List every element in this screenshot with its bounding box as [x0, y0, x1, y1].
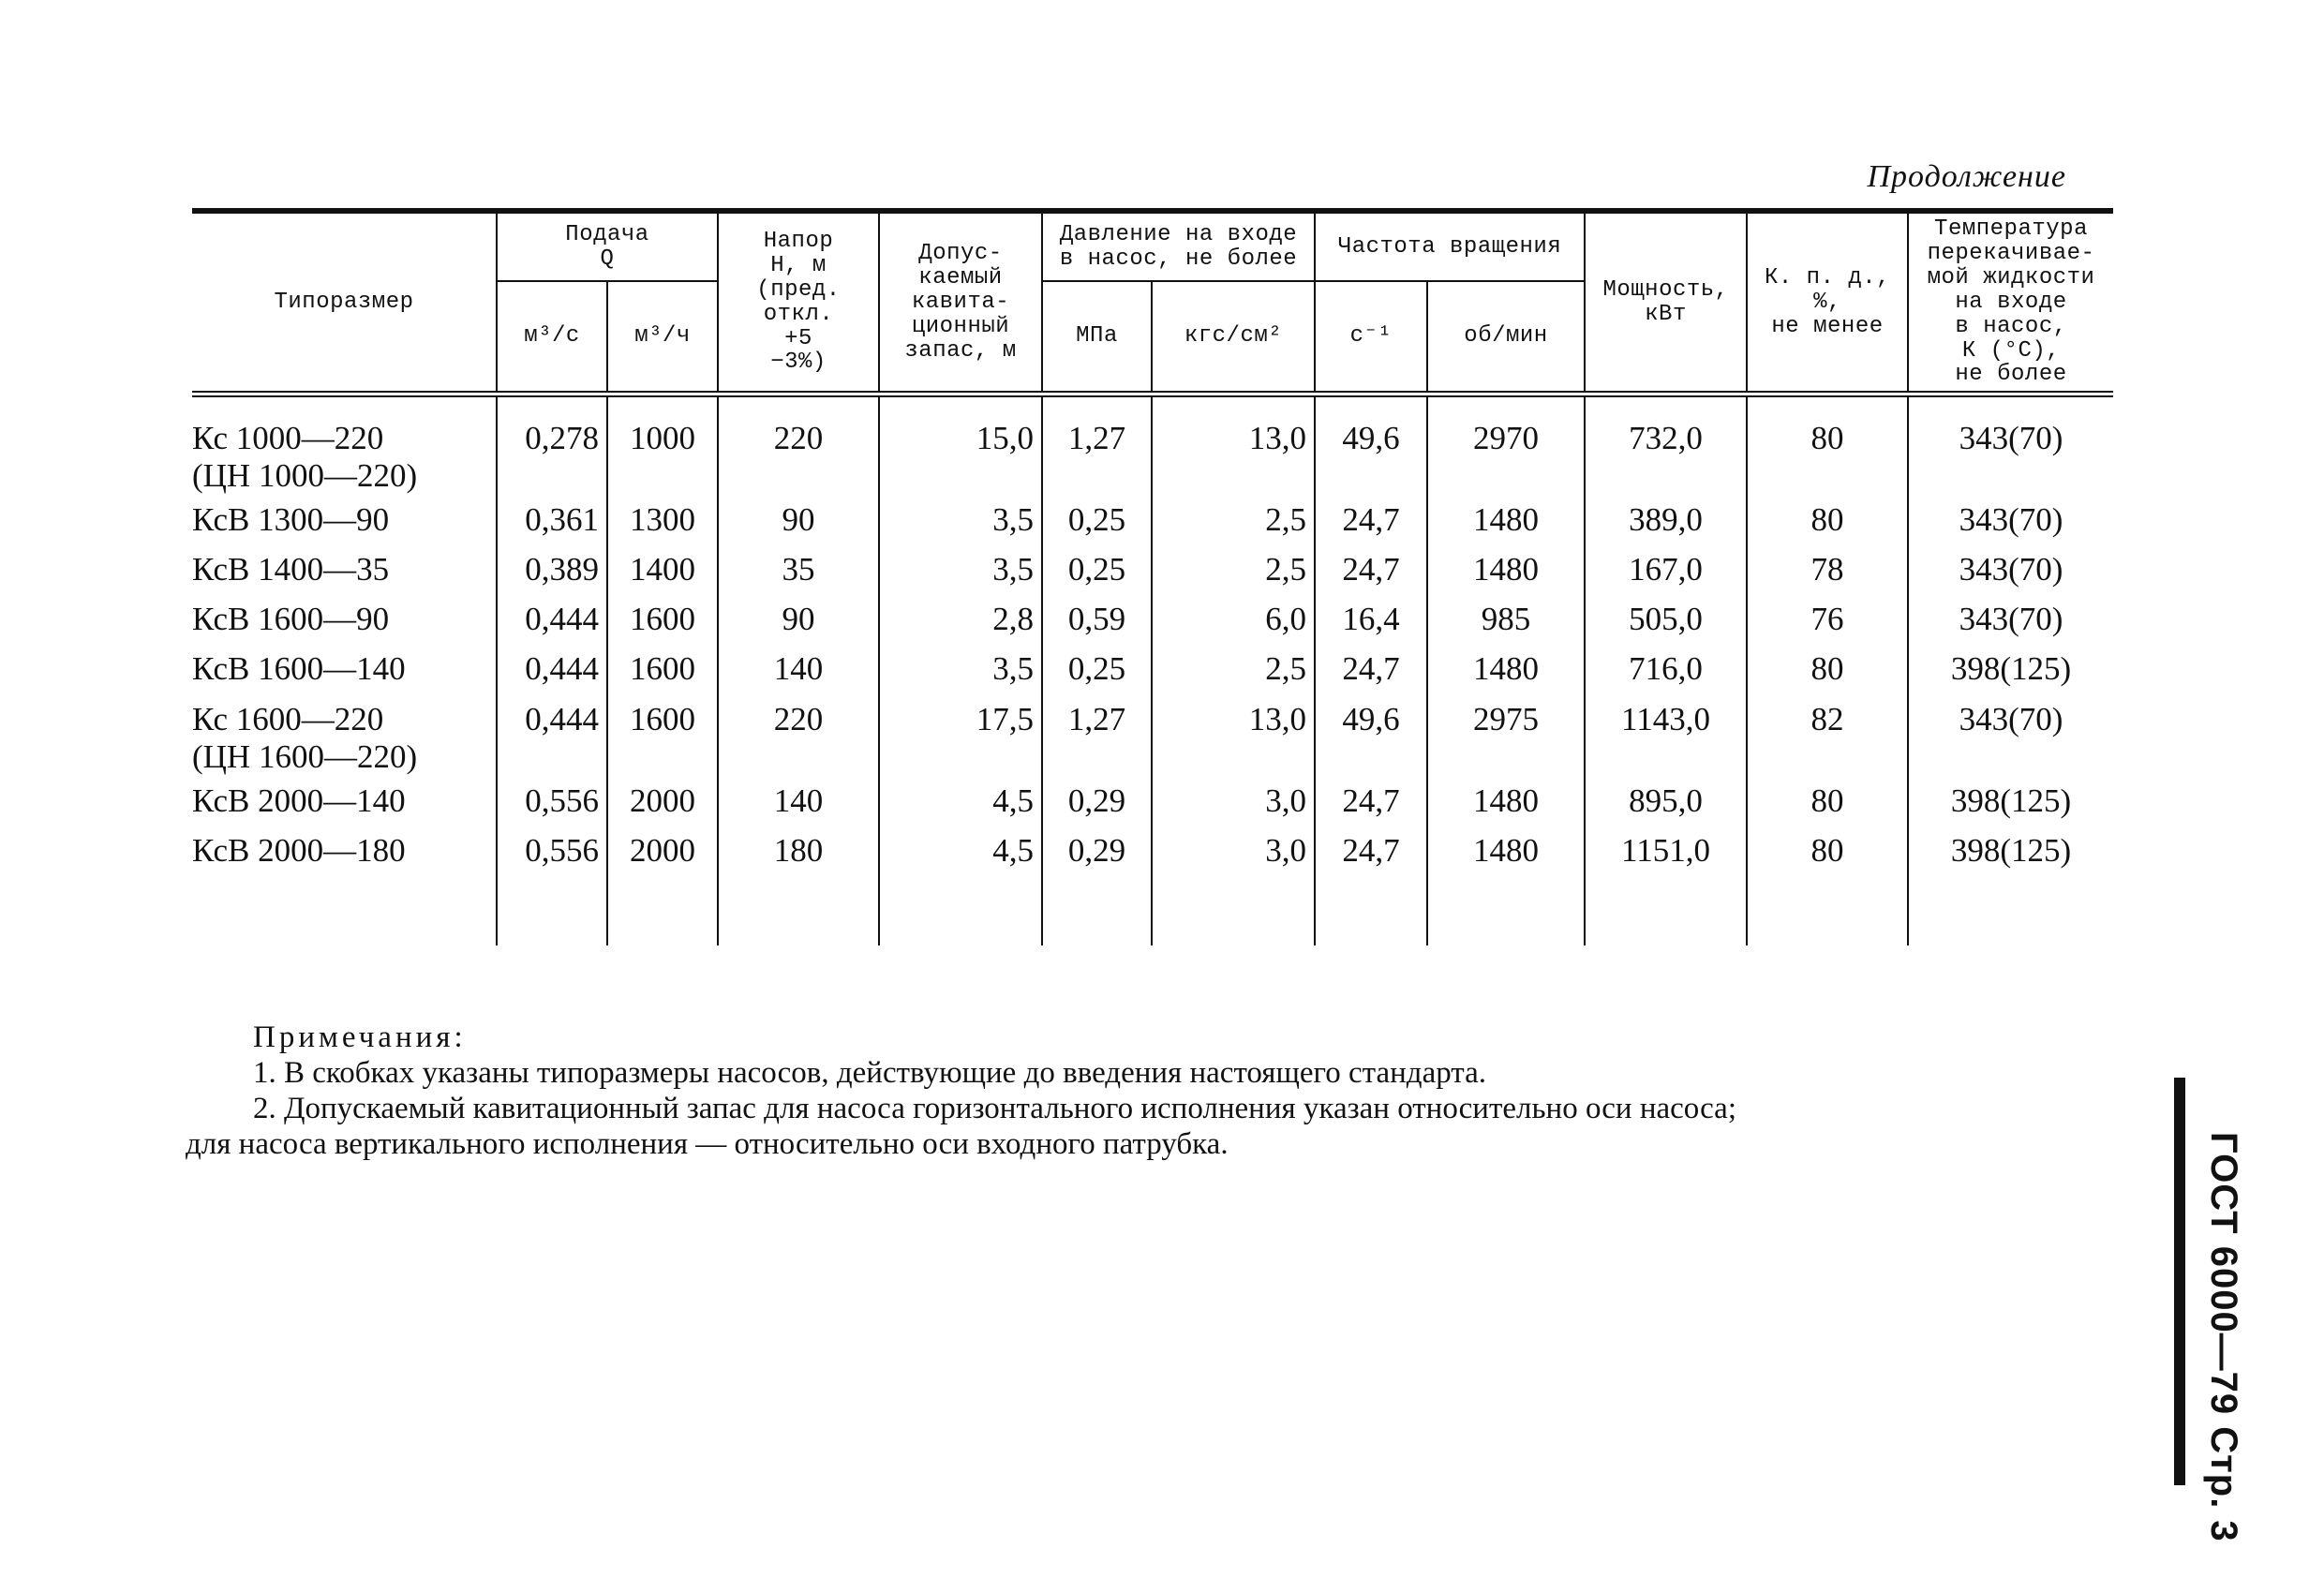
cell-s: 24,7 [1315, 544, 1427, 594]
cell-rpm: 1480 [1427, 826, 1585, 875]
cell-mpa: 0,25 [1042, 544, 1152, 594]
cell-power: 895,0 [1585, 776, 1747, 826]
cell-q-s: 0,444 [497, 644, 607, 693]
cell-npsh: 17,5 [879, 693, 1042, 776]
cell-type: КсВ 1400—35 [192, 551, 390, 588]
cell-power: 505,0 [1585, 594, 1747, 644]
pump-parameters-table [192, 208, 2113, 945]
header-pressure-kgf: кгс/см² [1152, 281, 1315, 395]
header-head: Напор H, м (пред. откл. +5 −3%) [718, 211, 879, 395]
note-1: 1. В скобках указаны типоразмеры насосов, действующие до введения настоящего стандарта. [253, 1056, 1487, 1090]
cell-head: 90 [718, 594, 879, 644]
cell-type: КсВ 2000—140 [192, 782, 406, 820]
table-row [192, 693, 2113, 776]
cell-s: 49,6 [1315, 395, 1427, 496]
cell-eff: 80 [1747, 395, 1908, 496]
table-row [192, 594, 2113, 644]
cell-head: 140 [718, 776, 879, 826]
table-row [192, 544, 2113, 594]
note-2a: 2. Допускаемый кавитационный запас для насоса горизонтального исполнения указан относительно оси насоса; [253, 1092, 1736, 1125]
cell-temp: 398(125) [1908, 776, 2113, 826]
cell-s: 24,7 [1315, 776, 1427, 826]
cell-rpm: 985 [1427, 594, 1585, 644]
cell-kgf: 2,5 [1152, 544, 1315, 594]
header-speed-rpm: об/мин [1427, 281, 1585, 395]
cell-kgf: 13,0 [1152, 693, 1315, 776]
cell-npsh: 3,5 [879, 644, 1042, 693]
cell-power: 716,0 [1585, 644, 1747, 693]
cell-s: 24,7 [1315, 644, 1427, 693]
cell-power: 1143,0 [1585, 693, 1747, 776]
header-pressure-mpa: МПа [1042, 281, 1152, 395]
cell-temp: 343(70) [1908, 395, 2113, 496]
cell-npsh: 4,5 [879, 776, 1042, 826]
header-npsh: Допус- каемый кавита- ционный запас, м [879, 211, 1042, 395]
cell-eff: 80 [1747, 495, 1908, 544]
cell-rpm: 1480 [1427, 776, 1585, 826]
header-flow: Подача Q [497, 211, 718, 281]
cell-mpa: 0,29 [1042, 776, 1152, 826]
cell-head: 35 [718, 544, 879, 594]
cell-q-s: 0,389 [497, 544, 607, 594]
header-efficiency: К. п. д., %, не менее [1747, 211, 1908, 395]
cell-q-h: 2000 [607, 826, 718, 875]
cell-kgf: 2,5 [1152, 495, 1315, 544]
table-row [192, 495, 2113, 544]
cell-kgf: 2,5 [1152, 644, 1315, 693]
gost-page-label: ГОСТ 6000—79 Стр. 3 [2203, 1132, 2244, 1542]
continuation-label: Продолжение [1867, 159, 2066, 194]
cell-s: 24,7 [1315, 826, 1427, 875]
header-type: Типоразмер [192, 211, 497, 395]
cell-q-s: 0,444 [497, 693, 607, 776]
cell-npsh: 3,5 [879, 495, 1042, 544]
cell-mpa: 0,29 [1042, 826, 1152, 875]
cell-npsh: 4,5 [879, 826, 1042, 875]
cell-power: 389,0 [1585, 495, 1747, 544]
cell-q-s: 0,556 [497, 776, 607, 826]
cell-kgf: 13,0 [1152, 395, 1315, 496]
cell-mpa: 0,25 [1042, 644, 1152, 693]
cell-npsh: 3,5 [879, 544, 1042, 594]
cell-head: 140 [718, 644, 879, 693]
note-2b: для насоса вертикального исполнения — относительно оси входного патрубка. [186, 1127, 1229, 1161]
cell-npsh: 2,8 [879, 594, 1042, 644]
cell-type: КсВ 1600—140 [192, 650, 406, 688]
table-row [192, 395, 2113, 496]
cell-head: 220 [718, 395, 879, 496]
cell-type: Кс 1000—220 (ЦН 1000—220) [192, 420, 418, 495]
cell-eff: 76 [1747, 594, 1908, 644]
cell-q-h: 1600 [607, 594, 718, 644]
cell-temp: 343(70) [1908, 594, 2113, 644]
header-power: Мощность, кВт [1585, 211, 1747, 395]
cell-s: 24,7 [1315, 495, 1427, 544]
cell-temp: 343(70) [1908, 495, 2113, 544]
header-flow-m3h: м³/ч [607, 281, 718, 395]
cell-q-h: 1600 [607, 693, 718, 776]
cell-power: 1151,0 [1585, 826, 1747, 875]
cell-q-h: 1000 [607, 395, 718, 496]
table-row [192, 644, 2113, 693]
cell-q-h: 1600 [607, 644, 718, 693]
cell-head: 220 [718, 693, 879, 776]
cell-rpm: 1480 [1427, 644, 1585, 693]
cell-mpa: 1,27 [1042, 395, 1152, 496]
cell-rpm: 1480 [1427, 495, 1585, 544]
notes-block [186, 1020, 2069, 1162]
cell-eff: 80 [1747, 776, 1908, 826]
cell-temp: 343(70) [1908, 693, 2113, 776]
cell-q-h: 1300 [607, 495, 718, 544]
cell-eff: 80 [1747, 644, 1908, 693]
cell-s: 49,6 [1315, 693, 1427, 776]
cell-eff: 80 [1747, 826, 1908, 875]
cell-q-h: 1400 [607, 544, 718, 594]
side-rule [2174, 1078, 2185, 1485]
cell-q-s: 0,278 [497, 395, 607, 496]
cell-rpm: 1480 [1427, 544, 1585, 594]
cell-power: 732,0 [1585, 395, 1747, 496]
header-temperature: Температура перекачивае- мой жидкости на входе в насос, К (°С), не более [1908, 211, 2113, 395]
header-pressure: Давление на входе в насос, не более [1042, 211, 1315, 281]
cell-q-h: 2000 [607, 776, 718, 826]
cell-kgf: 6,0 [1152, 594, 1315, 644]
cell-rpm: 2970 [1427, 395, 1585, 496]
cell-type: КсВ 2000—180 [192, 832, 406, 870]
notes-heading: Примечания: [253, 1020, 467, 1054]
cell-temp: 343(70) [1908, 544, 2113, 594]
cell-eff: 82 [1747, 693, 1908, 776]
cell-q-s: 0,556 [497, 826, 607, 875]
cell-kgf: 3,0 [1152, 826, 1315, 875]
header-flow-m3s: м³/с [497, 281, 607, 395]
cell-mpa: 0,25 [1042, 495, 1152, 544]
cell-type: Кс 1600—220 (ЦН 1600—220) [192, 701, 418, 776]
header-speed-s: с⁻¹ [1315, 281, 1427, 395]
cell-q-s: 0,361 [497, 495, 607, 544]
cell-npsh: 15,0 [879, 395, 1042, 496]
cell-head: 180 [718, 826, 879, 875]
table-row [192, 776, 2113, 826]
cell-head: 90 [718, 495, 879, 544]
cell-mpa: 0,59 [1042, 594, 1152, 644]
cell-power: 167,0 [1585, 544, 1747, 594]
table-padding-row [192, 875, 2113, 945]
cell-type: КсВ 1600—90 [192, 601, 390, 638]
cell-type: КсВ 1300—90 [192, 501, 390, 539]
cell-s: 16,4 [1315, 594, 1427, 644]
cell-mpa: 1,27 [1042, 693, 1152, 776]
cell-eff: 78 [1747, 544, 1908, 594]
cell-temp: 398(125) [1908, 644, 2113, 693]
cell-temp: 398(125) [1908, 826, 2113, 875]
table-row [192, 826, 2113, 875]
cell-q-s: 0,444 [497, 594, 607, 644]
cell-rpm: 2975 [1427, 693, 1585, 776]
header-speed: Частота вращения [1315, 211, 1585, 281]
cell-kgf: 3,0 [1152, 776, 1315, 826]
